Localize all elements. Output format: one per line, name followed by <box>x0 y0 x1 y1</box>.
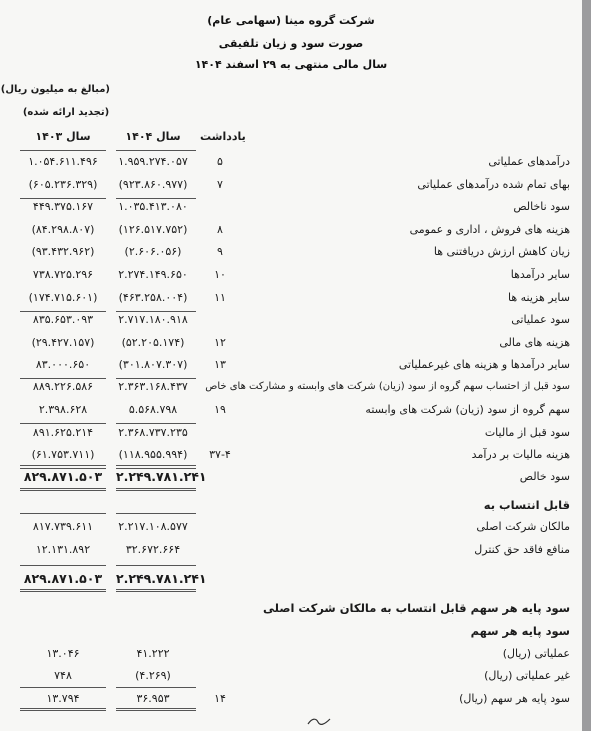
eps-title: سود پایه هر سهم قابل انتساب به مالکان شرکت اصلی <box>263 601 570 615</box>
attributable-value-1404: ۳۲.۶۷۲.۶۶۴ <box>125 543 181 556</box>
row-note: ۳۷-۴ <box>209 448 231 461</box>
company-name: شرکت گروه مینا (سهامی عام) <box>207 14 375 27</box>
restated-note: (تجدید ارائه شده) <box>22 107 110 118</box>
row-value-1403: ۸۳.۰۰۰.۶۵۰ <box>35 358 91 371</box>
eps-rule-1404 <box>116 687 196 688</box>
row-value-1404: (۹۲۳.۸۶۰.۹۷۷) <box>118 178 188 191</box>
row-value-1403: ۸۳۵.۶۵۳.۰۹۳ <box>32 313 94 326</box>
row-note: ۱۹ <box>214 403 226 416</box>
row-value-1404: ۱.۹۵۹.۲۷۴.۰۵۷ <box>118 155 188 168</box>
row-label: زیان کاهش ارزش دریافتنی ها <box>433 245 570 258</box>
year-1404-header: سال ۱۴۰۴ <box>125 130 181 143</box>
eps-value-1403: ۷۴۸ <box>54 669 72 682</box>
row-value-1404: ۲.۳۶۳.۱۶۸.۴۳۷ <box>118 380 188 393</box>
attributable-value-1404: ۲.۲۱۷.۱۰۸.۵۷۷ <box>118 520 188 533</box>
attributable-double-rule-1404 <box>116 591 196 592</box>
row-note: ۱۳ <box>214 358 226 371</box>
row-label: هزینه های فروش ، اداری و عمومی <box>409 223 570 236</box>
net-double-rule-1403 <box>20 488 106 489</box>
row-note: ۷ <box>217 178 223 191</box>
subtotal-rule-1403 <box>20 198 106 199</box>
row-value-1404: ۲.۲۷۴.۱۴۹.۶۵۰ <box>118 268 188 281</box>
row-note: ۱۲ <box>214 336 226 349</box>
subtotal-rule-1403 <box>20 378 106 379</box>
subtotal-rule-1403 <box>20 423 106 424</box>
subtotal-rule-1404 <box>116 378 196 379</box>
statement-period: سال مالی منتهی به ۲۹ اسفند ۱۴۰۴ <box>194 58 388 71</box>
attributable-total-1403: ۸۲۹.۸۷۱.۵۰۳ <box>23 571 103 586</box>
net-double-rule-1404 <box>116 488 196 489</box>
eps-double-rule-1404 <box>116 708 196 709</box>
row-note: ۹ <box>217 245 223 258</box>
row-value-1403: ۸۲۹.۸۷۱.۵۰۳ <box>23 469 103 484</box>
row-value-1403: ۸۸۹.۲۲۶.۵۸۶ <box>32 380 94 393</box>
attributable-double-rule-1403 <box>20 589 106 590</box>
attributable-rule-1404 <box>116 565 196 566</box>
row-value-1404: ۵.۵۶۸.۷۹۸ <box>128 403 178 416</box>
statement-title: صورت سود و زیان تلفیقی <box>218 37 364 50</box>
row-label: سود قبل از احتساب سهم گروه از سود (زیان) شرکت های وابسته و مشارکت های خاص <box>205 381 570 392</box>
row-value-1403: ۴۴۹.۳۷۵.۱۶۷ <box>32 200 94 213</box>
subtotal-rule-1404 <box>116 423 196 424</box>
signature-mark <box>306 716 332 726</box>
row-label: سود خالص <box>519 470 570 483</box>
eps-rule-1403 <box>20 687 106 688</box>
eps-row-label: سود پایه هر سهم (ریال) <box>459 692 570 705</box>
note-column-header: یادداشت <box>200 130 246 143</box>
row-value-1403: (۶۰۵.۲۳۶.۳۲۹) <box>28 178 98 191</box>
net-double-rule-1404 <box>116 490 196 491</box>
subtotal-rule-1404 <box>116 198 196 199</box>
eps-double-rule-1403 <box>20 708 106 709</box>
row-label: بهای تمام شده درآمدهای عملیاتی <box>417 178 570 191</box>
row-label: سایر هزینه ها <box>508 291 570 304</box>
row-value-1403: ۲.۳۹۸.۶۲۸ <box>38 403 88 416</box>
row-note: ۸ <box>217 223 223 236</box>
attributable-title: قابل انتساب به <box>483 498 570 512</box>
row-value-1404: (۵۲.۲۰۵.۱۷۴) <box>121 336 185 349</box>
row-value-1404: (۳۰۱.۸۰۷.۳۰۷) <box>118 358 188 371</box>
eps-row-note: ۱۴ <box>214 692 226 705</box>
attributable-rule-top-1403 <box>20 513 106 514</box>
attributable-total-1404: ۲.۲۴۹.۷۸۱.۲۴۱ <box>116 571 207 586</box>
row-label: سایر درآمدها <box>510 268 570 281</box>
row-value-1403: ۸۹۱.۶۲۵.۲۱۴ <box>32 426 94 439</box>
row-label: سایر درآمدها و هزینه های غیرعملیاتی <box>398 358 570 371</box>
row-value-1404: (۱۱۸.۹۵۵.۹۹۴) <box>118 448 188 461</box>
attributable-double-rule-1404 <box>116 589 196 590</box>
attributable-double-rule-1403 <box>20 591 106 592</box>
net-double-rule-1403 <box>20 490 106 491</box>
row-label: سهم گروه از سود (زیان) شرکت های وابسته <box>365 403 570 416</box>
row-value-1404: ۲.۷۱۷.۱۸۰.۹۱۸ <box>118 313 188 326</box>
row-value-1403: ۱.۰۵۴.۶۱۱.۴۹۶ <box>28 155 98 168</box>
year-1403-header: سال ۱۴۰۳ <box>35 130 91 143</box>
net-rule-top-1404 <box>116 465 196 466</box>
row-value-1403: (۲۹.۴۲۷.۱۵۷) <box>31 336 95 349</box>
eps-row-label: غیر عملیاتی (ریال) <box>484 669 570 682</box>
row-note: ۱۰ <box>214 268 226 281</box>
net-rule-top-1403 <box>20 465 106 466</box>
row-value-1404: (۱۲۶.۵۱۷.۷۵۲) <box>118 223 188 236</box>
attributable-value-1403: ۸۱۷.۷۳۹.۶۱۱ <box>32 520 94 533</box>
row-value-1403: (۹۳.۴۳۲.۹۶۲) <box>31 245 95 258</box>
row-note: ۱۱ <box>214 291 226 304</box>
row-value-1404: (۴۶۳.۲۵۸.۰۰۴) <box>118 291 188 304</box>
row-label: هزینه مالیات بر درآمد <box>471 448 570 461</box>
row-value-1404: ۲.۳۶۸.۷۳۷.۲۳۵ <box>118 426 188 439</box>
row-label: سود عملیاتی <box>511 313 570 326</box>
row-value-1403: (۶۱.۷۵۳.۷۱۱) <box>31 448 95 461</box>
eps-value-1404: (۴.۲۶۹) <box>135 669 171 682</box>
row-label: هزینه های مالی <box>499 336 570 349</box>
row-value-1404: ۲.۲۴۹.۷۸۱.۲۴۱ <box>116 469 207 484</box>
attributable-row-label: مالکان شرکت اصلی <box>476 520 570 533</box>
attributable-value-1403: ۱۲.۱۳۱.۸۹۲ <box>35 543 91 556</box>
attributable-rule-1403 <box>20 565 106 566</box>
eps-double-rule-1404 <box>116 710 196 711</box>
subtotal-rule-1403 <box>20 311 106 312</box>
row-label: درآمدهای عملیاتی <box>488 155 570 168</box>
eps-subtitle: سود پایه هر سهم <box>470 624 570 638</box>
eps-value-1404: ۳۶.۹۵۳ <box>136 692 170 705</box>
eps-double-rule-1403 <box>20 710 106 711</box>
header-rule-1404 <box>116 150 196 151</box>
row-value-1403: ۷۳۸.۷۲۵.۲۹۶ <box>32 268 94 281</box>
eps-value-1403: ۱۳.۷۹۴ <box>46 692 80 705</box>
attributable-rule-top-1404 <box>116 513 196 514</box>
row-note: ۵ <box>217 155 223 168</box>
row-label: سود ناخالص <box>513 200 570 213</box>
header-rule-1403 <box>20 150 106 151</box>
eps-row-label: عملیاتی (ریال) <box>502 647 570 660</box>
units-note: (مبالغ به میلیون ریال) <box>0 84 110 95</box>
row-label: سود قبل از مالیات <box>484 426 570 439</box>
row-value-1404: (۲.۶۰۶.۰۵۶) <box>124 245 182 258</box>
row-value-1403: (۸۴.۲۹۸.۸۰۷) <box>31 223 95 236</box>
row-value-1404: ۱.۰۳۵.۴۱۳.۰۸۰ <box>118 200 188 213</box>
row-value-1403: (۱۷۴.۷۱۵.۶۰۱) <box>28 291 98 304</box>
eps-value-1404: ۴۱.۲۲۲ <box>136 647 170 660</box>
eps-value-1403: ۱۳.۰۴۶ <box>46 647 80 660</box>
subtotal-rule-1404 <box>116 311 196 312</box>
attributable-row-label: منافع فاقد حق کنترل <box>474 543 570 556</box>
